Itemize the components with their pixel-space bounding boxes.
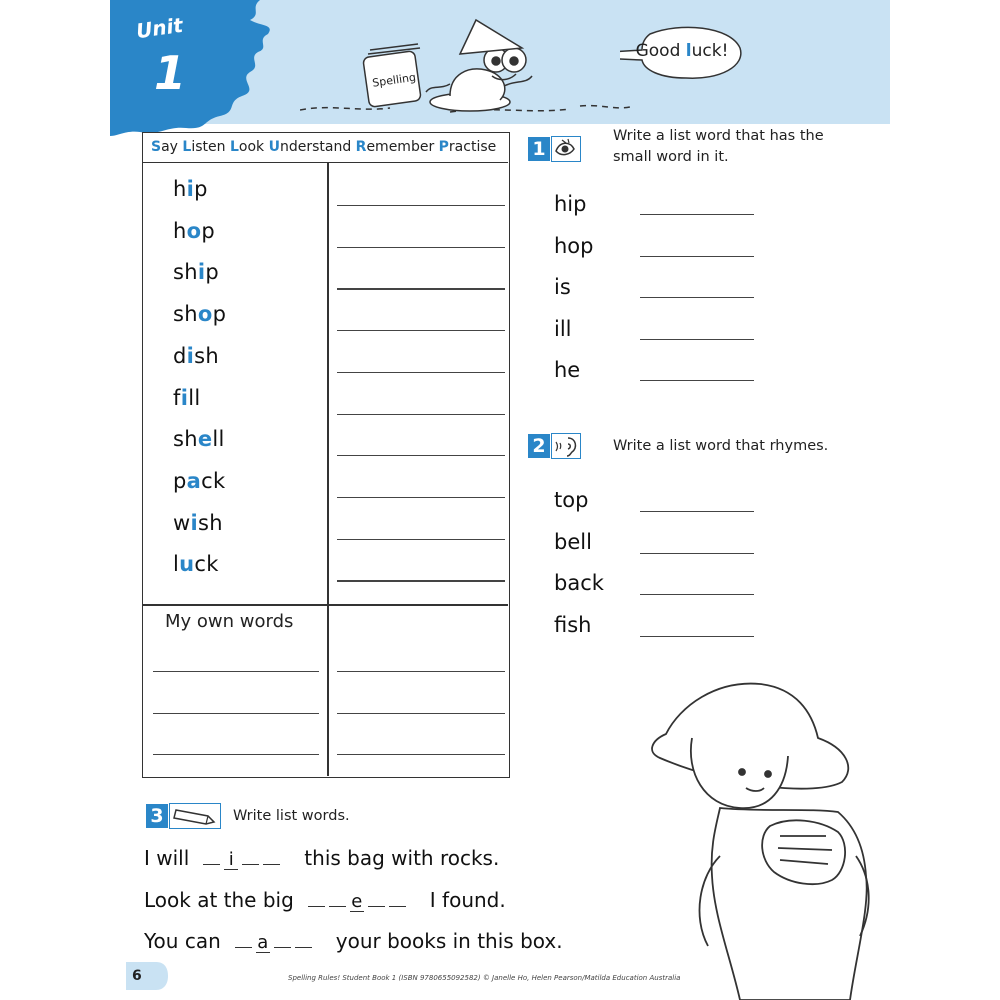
child-holding-shell-illustration xyxy=(620,676,890,1000)
list-word xyxy=(173,511,223,535)
letter-blank[interactable]: a xyxy=(257,932,269,953)
list-word xyxy=(173,219,215,243)
list-word-part: ck xyxy=(201,468,226,493)
activity-1-instruction xyxy=(613,126,824,168)
own-word-line-right[interactable] xyxy=(337,754,505,755)
letter-blank[interactable] xyxy=(235,928,252,948)
answer-line[interactable] xyxy=(640,380,754,381)
small-word-prompt: hop xyxy=(554,233,594,258)
list-word xyxy=(173,177,208,201)
activity-2-instruction: Write a list word that rhymes. xyxy=(613,438,829,454)
list-word xyxy=(173,260,219,284)
list-word-part: ll xyxy=(212,427,225,452)
activity-2-number: 2 xyxy=(528,434,550,458)
list-word-part: ck xyxy=(194,552,219,577)
letter-blank[interactable] xyxy=(389,887,406,907)
rhyme-word-prompt: back xyxy=(554,571,604,595)
letter-blank[interactable] xyxy=(203,845,220,865)
list-word-vowel: o xyxy=(186,218,202,243)
list-word xyxy=(173,344,219,368)
answer-line[interactable] xyxy=(640,214,754,215)
rhyme-word-prompt: bell xyxy=(554,529,592,554)
own-word-line-left[interactable] xyxy=(153,713,319,714)
worksheet-page xyxy=(110,0,890,1000)
list-word-write-line[interactable] xyxy=(337,288,505,289)
sentence-end: I found. xyxy=(429,887,506,912)
answer-line[interactable] xyxy=(640,339,754,340)
unit-number: 1 xyxy=(154,46,187,100)
frog-reading-illustration xyxy=(300,14,630,114)
footer-credit: Spelling Rules! Student Book 1 (ISBN 9780655092582) © Janelle Ho, Helen Pearson/Matilda Education Australia xyxy=(288,974,681,982)
answer-line[interactable] xyxy=(640,594,754,595)
sentence-start: You can xyxy=(144,929,221,953)
bubble-text-highlight: l xyxy=(685,41,692,61)
cloze-sentence xyxy=(144,845,499,870)
list-word xyxy=(173,469,225,493)
small-word-prompt: hip xyxy=(554,192,587,216)
letter-blank[interactable]: e xyxy=(351,890,363,912)
letter-blank[interactable] xyxy=(329,887,346,907)
activity-3-instruction: Write list words. xyxy=(233,808,350,824)
sentence-end: your books in this box. xyxy=(335,929,563,953)
answer-line[interactable] xyxy=(640,636,754,637)
letter-blank[interactable] xyxy=(295,928,312,948)
list-word-write-line[interactable] xyxy=(337,580,505,581)
list-word-vowel: a xyxy=(186,468,202,493)
own-words-label: My own words xyxy=(165,611,294,632)
list-word-part: f xyxy=(173,385,181,410)
list-word-write-line[interactable] xyxy=(337,455,505,456)
list-word-part: p xyxy=(194,177,208,201)
list-word-part: p xyxy=(212,302,227,327)
list-word-vowel: u xyxy=(179,552,195,577)
list-word-vowel: e xyxy=(197,427,213,452)
sentence-end: this bag with rocks. xyxy=(304,846,500,870)
own-word-line-left[interactable] xyxy=(153,671,319,672)
bubble-text-start: Good xyxy=(635,41,686,61)
sentence-start: I will xyxy=(144,846,190,870)
heading-initial: L xyxy=(182,139,192,155)
heading-initial: P xyxy=(438,139,449,155)
list-word xyxy=(173,427,225,451)
activity-1-instruction-line2: small word in it. xyxy=(613,149,729,165)
cloze-sentence xyxy=(144,887,506,912)
list-word-vowel: i xyxy=(190,510,198,535)
list-word-part: d xyxy=(173,343,187,368)
list-word-part: ll xyxy=(188,385,201,410)
list-word-write-line[interactable] xyxy=(337,539,505,540)
heading-word-rest: nderstand xyxy=(279,139,356,155)
letter-blank[interactable] xyxy=(368,887,385,907)
list-word-write-line[interactable] xyxy=(337,414,505,415)
answer-line[interactable] xyxy=(640,553,754,554)
list-word-write-line[interactable] xyxy=(337,205,505,206)
list-word xyxy=(173,386,200,410)
small-word-prompt: he xyxy=(554,358,581,382)
list-word xyxy=(173,552,219,576)
spelling-list-table xyxy=(142,132,510,778)
own-word-line-right[interactable] xyxy=(337,713,505,714)
list-word-part: p xyxy=(205,260,219,285)
letter-blank[interactable] xyxy=(308,887,325,907)
letter-blanks xyxy=(308,887,410,912)
heading-word-rest: isten xyxy=(191,139,230,155)
list-word-part: p xyxy=(173,468,187,493)
eye-icon xyxy=(551,136,581,162)
list-word-part: sh xyxy=(173,427,198,452)
list-word-part: sh xyxy=(197,510,223,535)
list-word-part: sh xyxy=(173,260,198,285)
heading-word-rest: ook xyxy=(238,139,269,155)
list-word-write-line[interactable] xyxy=(337,497,505,498)
heading-initial: S xyxy=(151,139,162,155)
cloze-sentence xyxy=(144,928,563,953)
answer-line[interactable] xyxy=(640,511,754,512)
rhyme-word-prompt: fish xyxy=(554,612,592,637)
list-word xyxy=(173,302,226,326)
pencil-icon xyxy=(169,803,221,829)
letter-blanks xyxy=(235,928,316,953)
letter-blank[interactable] xyxy=(274,928,291,948)
list-word-part: p xyxy=(201,218,215,243)
ear-icon xyxy=(551,433,581,459)
list-word-vowel: i xyxy=(186,177,195,201)
list-word-part: sh xyxy=(173,302,198,327)
list-word-vowel: o xyxy=(197,302,213,327)
list-word-part: sh xyxy=(194,343,219,368)
table-row-divider xyxy=(143,604,508,606)
page-number: 6 xyxy=(132,968,142,984)
own-word-line-left[interactable] xyxy=(153,754,319,755)
table-column-divider xyxy=(327,163,329,776)
bubble-text-end: uck! xyxy=(691,41,729,61)
heading-initial: U xyxy=(268,139,280,155)
heading-initial: L xyxy=(229,139,239,155)
small-word-prompt: ill xyxy=(554,316,572,341)
own-word-line-right[interactable] xyxy=(337,671,505,672)
letter-blank[interactable] xyxy=(263,845,280,865)
answer-line[interactable] xyxy=(640,256,754,257)
letter-blank[interactable] xyxy=(242,845,259,865)
small-word-prompt: is xyxy=(554,275,571,299)
list-word-write-line[interactable] xyxy=(337,372,505,373)
list-word-vowel: i xyxy=(186,343,195,368)
list-word-part: h xyxy=(173,177,187,201)
list-word-vowel: i xyxy=(197,260,206,285)
list-word-part: w xyxy=(173,510,191,535)
unit-label: Unit xyxy=(134,12,185,44)
list-word-part: h xyxy=(173,218,187,243)
answer-line[interactable] xyxy=(640,297,754,298)
heading-word-rest: ay xyxy=(161,139,183,155)
list-word-write-line[interactable] xyxy=(337,247,505,248)
slulrp-heading xyxy=(143,133,508,163)
list-word-write-line[interactable] xyxy=(337,330,505,331)
activity-1-instruction-line1: Write a list word that has the xyxy=(613,128,824,144)
sentence-start: Look at the big xyxy=(144,887,294,912)
letter-blank[interactable]: i xyxy=(224,850,238,870)
speech-bubble-text xyxy=(632,41,732,61)
book-label: Spelling xyxy=(371,70,417,90)
heading-word-rest: ractise xyxy=(448,139,497,155)
activity-3-number: 3 xyxy=(146,804,168,828)
list-word-vowel: i xyxy=(180,385,189,410)
list-word-part: l xyxy=(173,552,180,577)
rhyme-word-prompt: top xyxy=(554,488,589,512)
heading-word-rest: emember xyxy=(366,139,439,155)
activity-1-number: 1 xyxy=(528,137,550,161)
heading-initial: R xyxy=(355,139,367,155)
letter-blanks xyxy=(203,845,284,870)
